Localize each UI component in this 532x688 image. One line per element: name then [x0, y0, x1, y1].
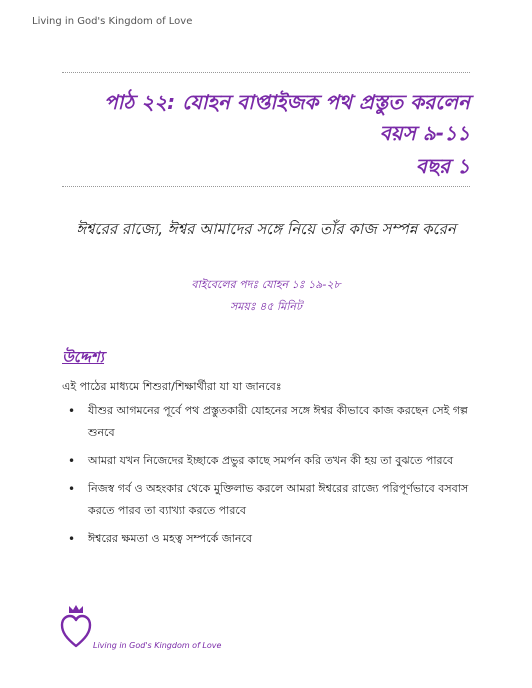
objectives-heading: উদ্দেশ্য [62, 348, 105, 366]
lesson-duration: সময়ঃ ৪৫ মিনিট [230, 300, 302, 313]
bottom-divider [62, 186, 470, 187]
lesson-title: পাঠ ২২: যোহন বাপ্তাইজক পথ প্রস্তুত করলেন [104, 90, 470, 114]
scripture-reference: বাইবেলের পদঃ যোহন ১ঃ ১৯-২৮ [191, 278, 341, 291]
list-item [62, 528, 482, 550]
lesson-age: বয়স ৯-১১ [379, 121, 470, 145]
objectives-intro: এই পাঠের মাধ্যমে শিশুরা/শিক্ষার্থীরা যা যা জানবেঃ [62, 380, 282, 393]
objective-text: আমরা যখন নিজেদের ইচ্ছাকে প্রভুর কাছে সমর্পন করি তখন কী হয় তা বুঝতে পারবে [88, 454, 454, 467]
objective-text: ঈশ্বরের ক্ষমতা ও মহত্ব সম্পর্কে জানবে [88, 532, 253, 545]
bullet-icon: • [68, 532, 76, 546]
bullet-icon: • [68, 482, 76, 496]
objective-text: যীশুর আগমনের পূর্বে পথ প্রস্তুতকারী যোহনের সঙ্গে ঈশ্বর কীভাবে কাজ করছেন সেই গল্প শুনবে [88, 404, 468, 439]
crown-heart-icon [60, 604, 92, 650]
page-header: Living in God's Kingdom of Love [32, 16, 193, 27]
objective-text: নিজস্ব গর্ব ও অহংকার থেকে মুক্তিলাভ করলে আমরা ঈশ্বরের রাজ্যে পরিপূর্ণভাবে বসবাস করতে পারব তা ব্যাখ্যা করতে পারবে [88, 482, 469, 517]
top-divider [62, 72, 470, 73]
list-item [62, 400, 482, 444]
list-item [62, 478, 482, 522]
lesson-year: বছর ১ [415, 154, 470, 178]
list-item [62, 450, 482, 472]
bullet-icon: • [68, 404, 76, 418]
lesson-theme: ঈশ্বরের রাজ্যে, ঈশ্বর আমাদের সঙ্গে নিয়ে তাঁর কাজ সম্পন্ন করেন [76, 220, 456, 238]
bullet-icon: • [68, 454, 76, 468]
objectives-list [62, 400, 482, 556]
page-footer: Living in God's Kingdom of Love [93, 641, 222, 650]
